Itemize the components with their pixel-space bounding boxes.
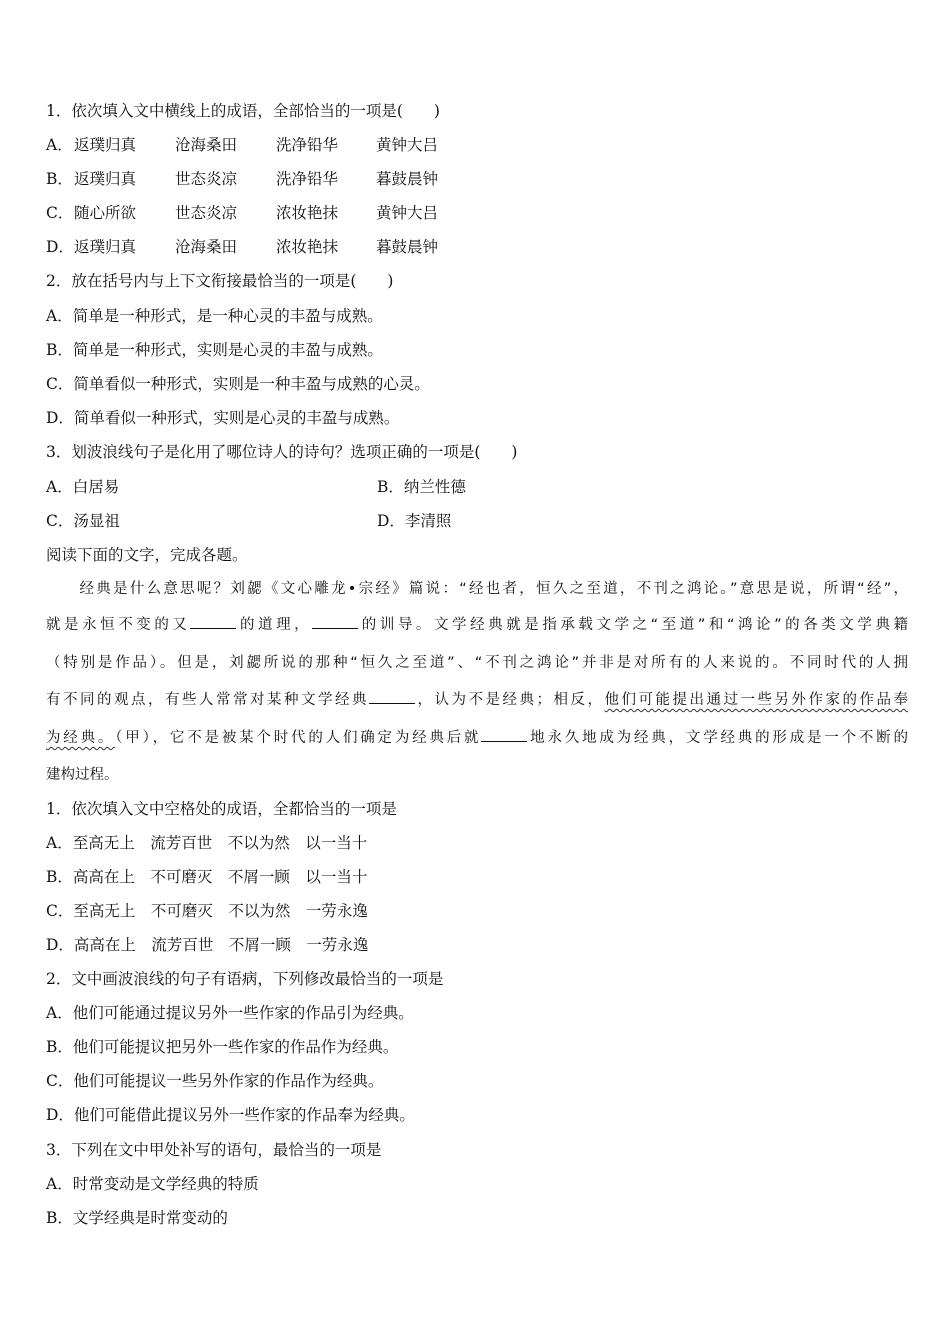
idiom: 黄钟大吕 xyxy=(376,204,439,222)
option: A．至高无上 流芳百世 不以为然 以一当十 xyxy=(46,834,368,852)
option: A．时常变动是文学经典的特质 xyxy=(46,1175,259,1193)
blank-line xyxy=(369,689,415,704)
idiom: 洗净铅华 xyxy=(276,170,339,188)
idiom: 返璞归真 xyxy=(74,170,137,188)
option: B．他们可能提议把另外一些作家的作品作为经典。 xyxy=(46,1038,399,1056)
question-stem: 2．文中画波浪线的句子有语病，下列修改最恰当的一项是 xyxy=(46,970,444,988)
idiom: 暮鼓晨钟 xyxy=(376,238,439,256)
option: C．汤显祖 xyxy=(46,512,120,530)
blank-line xyxy=(481,727,527,742)
question-stem: 2．放在括号内与上下文衔接最恰当的一项是( ) xyxy=(46,272,394,290)
option: A．简单是一种形式，是一种心灵的丰盈与成熟。 xyxy=(46,307,383,325)
idiom: 洗净铅华 xyxy=(276,136,339,154)
idiom: 沧海桑田 xyxy=(175,136,238,154)
option-label: A． xyxy=(46,136,73,154)
option: B．高高在上 不可磨灭 不屑一顾 以一当十 xyxy=(46,868,368,886)
idiom: 世态炎凉 xyxy=(175,170,238,188)
option: C．他们可能提议一些另外作家的作品作为经典。 xyxy=(46,1072,384,1090)
idiom: 浓妆艳抹 xyxy=(276,238,339,256)
passage-line: 建构过程。 xyxy=(46,767,119,783)
idiom: 世态炎凉 xyxy=(175,204,238,222)
option: B．纳兰性德 xyxy=(377,478,466,496)
question-stem: 3．划波浪线句子是化用了哪位诗人的诗句？选项正确的一项是( ) xyxy=(46,443,518,461)
option-label: C． xyxy=(46,204,74,222)
passage-line: 有不同的观点，有些人常常对某种文学经典 ，认为不是经典；相反，他们可能提出通过一些另外作家的作品奉 xyxy=(46,689,908,711)
option: C．至高无上 不可磨灭 不以为然 一劳永逸 xyxy=(46,902,368,920)
passage-line: 为经典。（甲），它不是被某个时代的人们确定为经典后就 地永久地成为经典，文学经典的形成是一个不断的 xyxy=(46,727,908,749)
wavy-underlined-sentence: 为经典。 xyxy=(46,730,116,746)
idiom: 暮鼓晨钟 xyxy=(376,170,439,188)
option-label: B． xyxy=(46,170,73,188)
option: C．简单看似一种形式，实则是一种丰盈与成熟的心灵。 xyxy=(46,375,430,393)
option: B．简单是一种形式，实则是心灵的丰盈与成熟。 xyxy=(46,341,383,359)
question-stem: 1．依次填入文中横线上的成语，全部恰当的一项是( ) xyxy=(46,102,440,120)
option: D．高高在上 流芳百世 不屑一顾 一劳永逸 xyxy=(46,936,369,954)
reading-instruction: 阅读下面的文字，完成各题。 xyxy=(46,546,248,564)
blank-line xyxy=(190,614,236,629)
question-stem: 1．依次填入文中空格处的成语，全都恰当的一项是 xyxy=(46,800,397,818)
idiom: 沧海桑田 xyxy=(175,238,238,256)
idiom: 随心所欲 xyxy=(74,204,137,222)
idiom: 浓妆艳抹 xyxy=(276,204,339,222)
idiom: 返璞归真 xyxy=(74,238,137,256)
option: A．他们可能通过提议另外一些作家的作品引为经典。 xyxy=(46,1004,414,1022)
passage-line: 就是永恒不变的又 的道理， 的训导。文学经典就是指承载文学之“至道”和“鸿论”的各类文学典籍 xyxy=(46,614,908,636)
passage-line: 经典是什么意思呢？刘勰《文心雕龙•宗经》篇说：“经也者，恒久之至道，不刊之鸿论。”意思是说，所谓“经”， xyxy=(46,581,908,597)
option: D．简单看似一种形式，实则是心灵的丰盈与成熟。 xyxy=(46,409,400,427)
option: B．文学经典是时常变动的 xyxy=(46,1209,228,1227)
option: D．他们可能借此提议另外一些作家的作品奉为经典。 xyxy=(46,1106,415,1124)
question-stem: 3．下列在文中甲处补写的语句，最恰当的一项是 xyxy=(46,1141,382,1159)
passage-line: （特别是作品）。但是，刘勰所说的那种“恒久之至道”、“不刊之鸿论”并非是对所有的人来说的。不同时代的人拥 xyxy=(46,655,908,671)
idiom: 返璞归真 xyxy=(74,136,137,154)
option-label: D． xyxy=(46,238,74,256)
option: A．白居易 xyxy=(46,478,120,496)
blank-line xyxy=(312,614,358,629)
wavy-underlined-sentence: 他们可能提出通过一些另外作家的作品奉 xyxy=(604,692,908,708)
option: D．李清照 xyxy=(377,512,452,530)
idiom: 黄钟大吕 xyxy=(376,136,439,154)
